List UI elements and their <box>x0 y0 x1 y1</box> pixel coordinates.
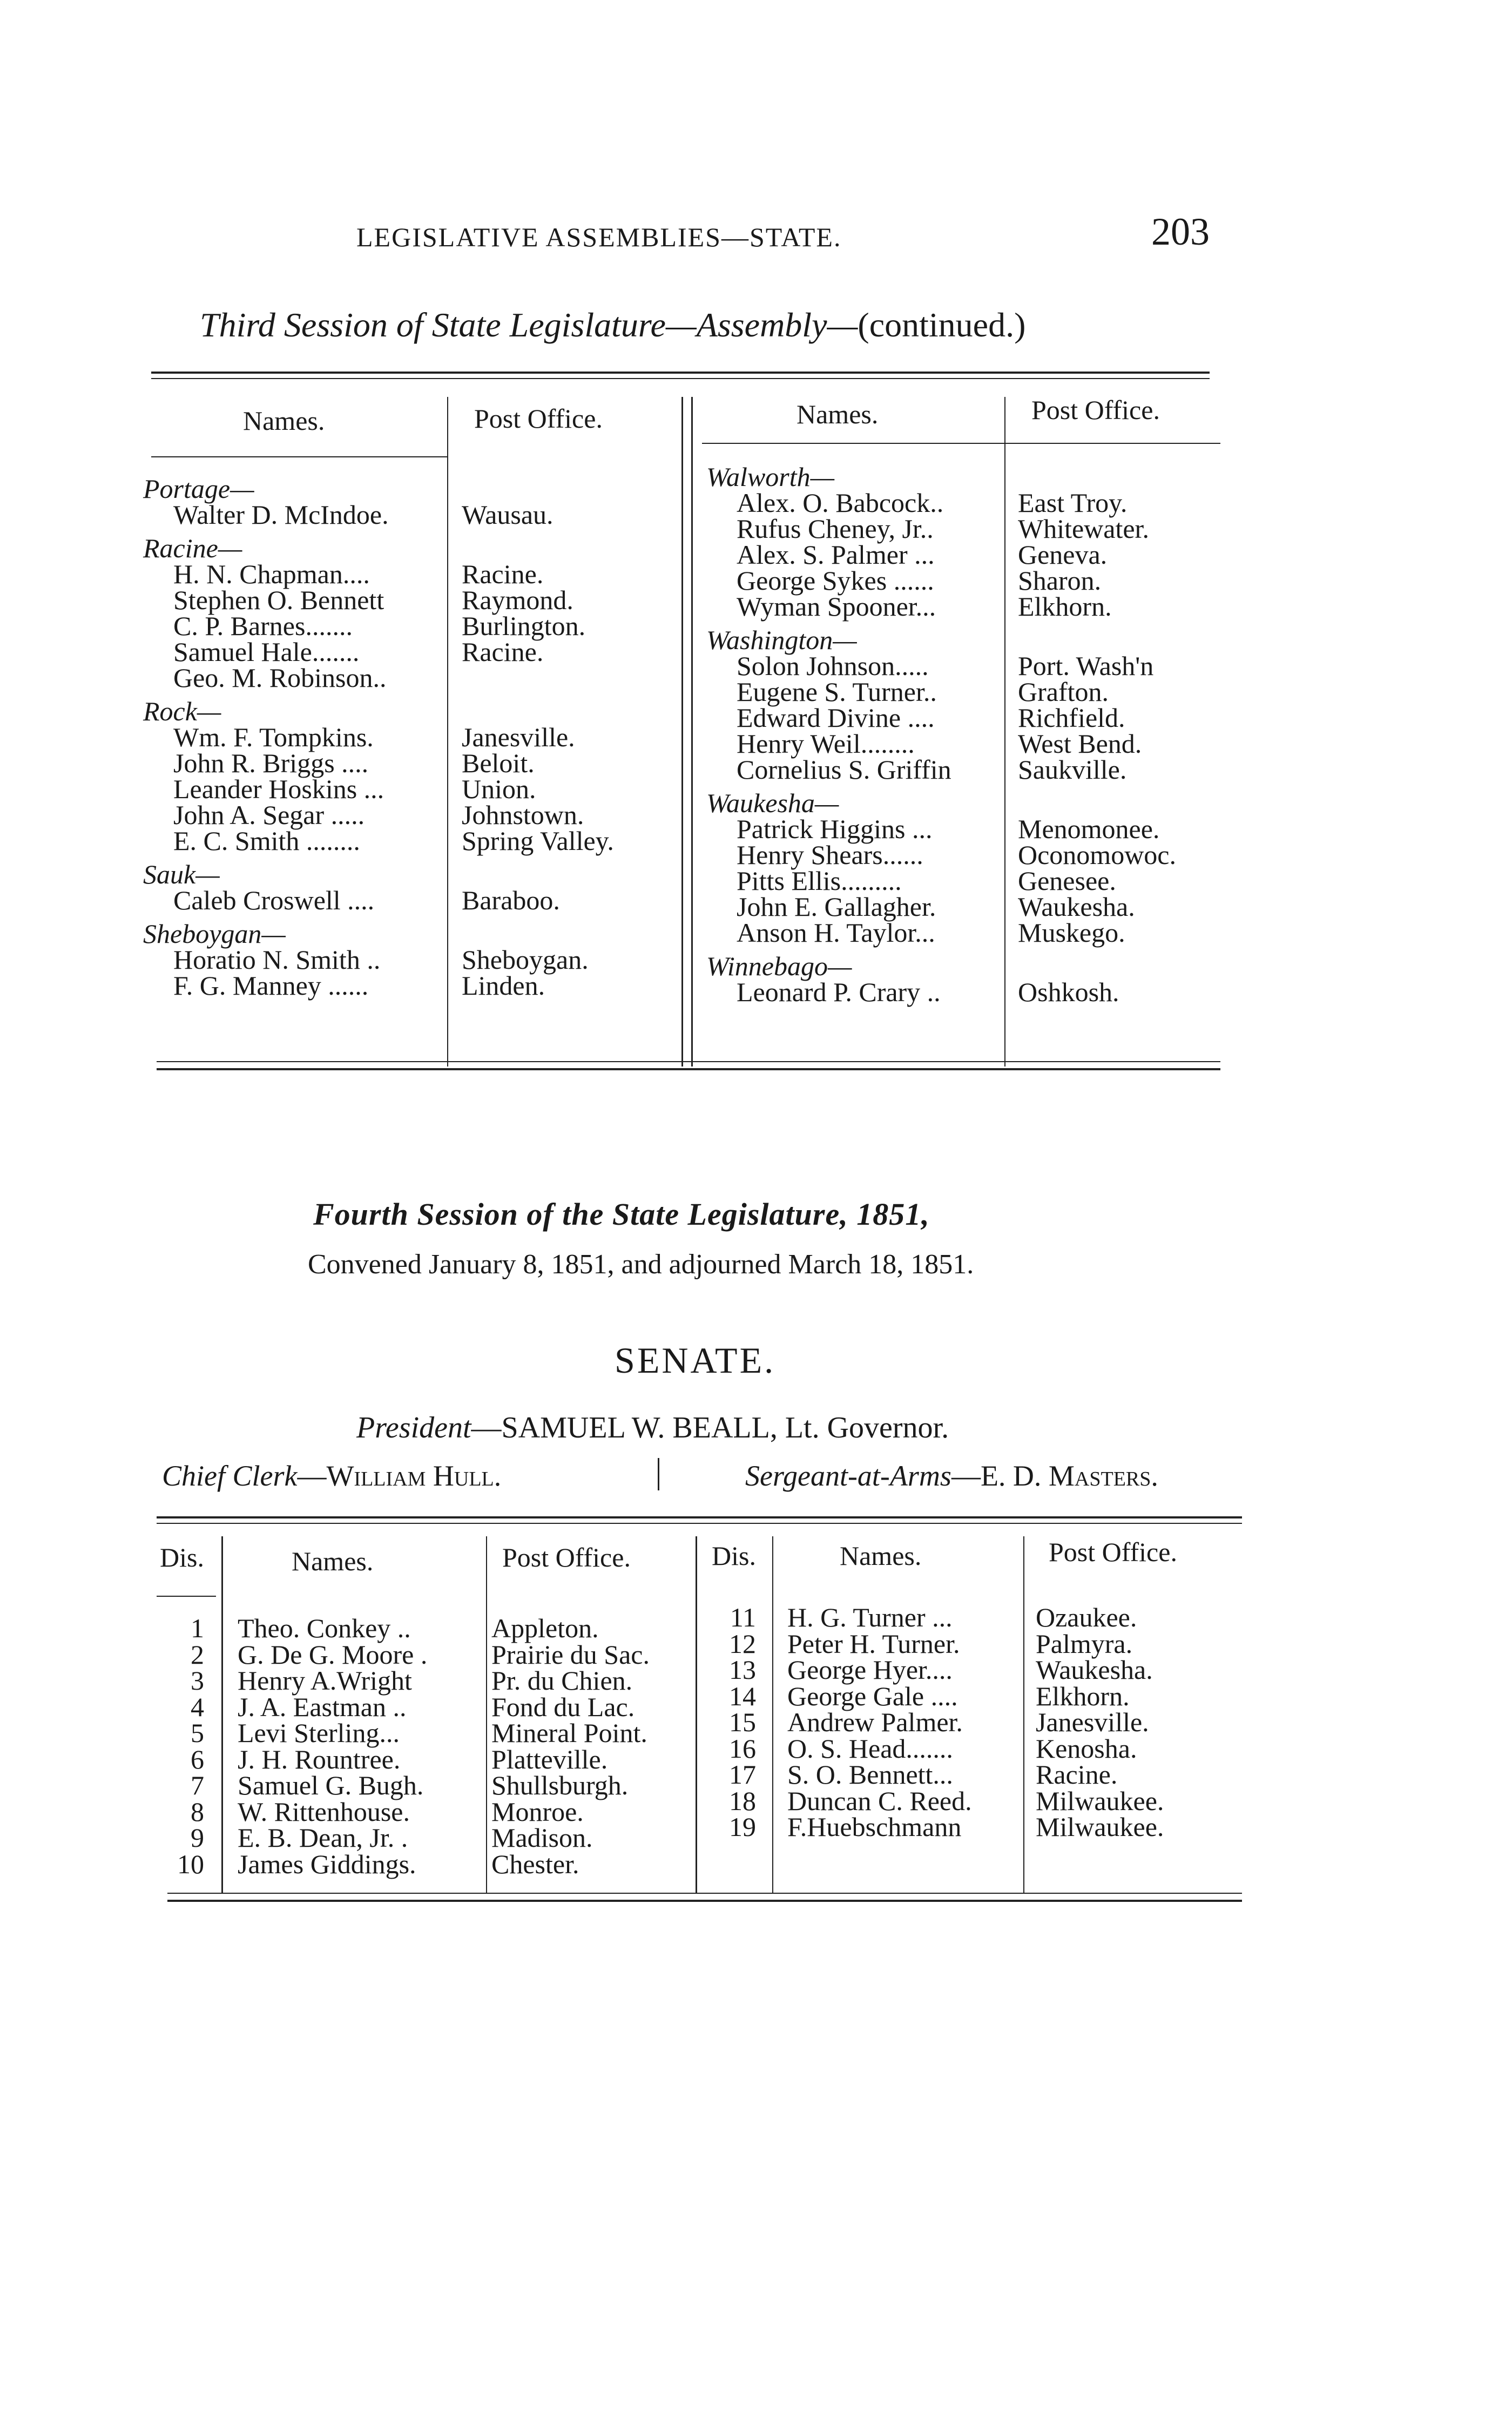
senate-divider-1 <box>221 1536 223 1893</box>
district-number: 12 <box>729 1628 756 1659</box>
member-name: C. P. Barnes....... <box>173 611 353 641</box>
senate-col-names-left: Names. <box>292 1546 374 1576</box>
district-number: 10 <box>177 1848 204 1879</box>
district-number: 17 <box>729 1759 756 1790</box>
senator-post-office: Ozaukee. <box>1036 1602 1137 1632</box>
senate-header-rule-dis <box>157 1596 216 1597</box>
senator-name: George Gale .... <box>787 1680 958 1711</box>
col-header-po-left: Post Office. <box>474 403 603 434</box>
county-heading: Walworth— <box>706 462 835 492</box>
member-post-office: Union. <box>462 774 536 804</box>
member-name: John A. Segar ..... <box>173 800 365 830</box>
senator-name: Theo. Conkey .. <box>238 1613 411 1643</box>
member-name: John E. Gallagher. <box>737 892 936 922</box>
senator-post-office: Janesville. <box>1036 1707 1149 1737</box>
senate-col-dis-right: Dis. <box>712 1541 756 1571</box>
district-number: 16 <box>729 1733 756 1764</box>
member-name: E. C. Smith ........ <box>173 826 360 856</box>
member-name: Walter D. McIndoe. <box>173 500 389 530</box>
sergeant-value: —E. D. Masters. <box>951 1460 1158 1492</box>
officers-divider <box>658 1458 659 1490</box>
senate-divider-4 <box>772 1536 773 1893</box>
district-number: 1 <box>191 1613 204 1643</box>
member-post-office: Sheboygan. <box>462 944 589 975</box>
table-bottom-rule-2 <box>157 1068 1220 1070</box>
member-name: John R. Briggs .... <box>173 748 369 778</box>
member-post-office: Spring Valley. <box>462 826 614 856</box>
member-post-office: Burlington. <box>462 611 586 641</box>
senator-name: W. Rittenhouse. <box>238 1796 410 1827</box>
member-name: Anson H. Taylor... <box>737 917 935 948</box>
senator-post-office: Pr. du Chien. <box>491 1665 633 1696</box>
member-post-office: West Bend. <box>1018 728 1142 759</box>
member-post-office: Muskego. <box>1018 917 1125 948</box>
senator-name: Peter H. Turner. <box>787 1628 960 1659</box>
col-header-po-right: Post Office. <box>1031 395 1160 425</box>
senator-name: S. O. Bennett... <box>787 1759 953 1790</box>
member-post-office: East Troy. <box>1018 488 1128 518</box>
senator-post-office: Shullsburgh. <box>491 1770 629 1800</box>
member-post-office: Racine. <box>462 559 544 589</box>
president-label: President <box>356 1411 471 1444</box>
col-divider-4 <box>1004 397 1005 1066</box>
col-divider-1 <box>447 397 448 1066</box>
senator-post-office: Palmyra. <box>1036 1628 1133 1659</box>
county-heading: Winnebago— <box>706 951 852 981</box>
assembly-caption-plain: (continued.) <box>858 306 1026 344</box>
senator-post-office: Racine. <box>1036 1759 1118 1790</box>
col-header-names-right: Names. <box>796 399 879 429</box>
assembly-caption-italic: Third Session of State Legislature—Assembly— <box>200 306 858 344</box>
senate-divider-2 <box>486 1536 487 1893</box>
senator-name: J. H. Rountree. <box>238 1744 401 1774</box>
senator-post-office: Madison. <box>491 1823 593 1853</box>
member-post-office: Wausau. <box>462 500 554 530</box>
member-post-office: Baraboo. <box>462 885 560 915</box>
member-post-office: Raymond. <box>462 585 573 615</box>
member-post-office: Racine. <box>462 637 544 667</box>
member-post-office: Oshkosh. <box>1018 977 1119 1007</box>
district-number: 9 <box>191 1823 204 1853</box>
district-number: 11 <box>730 1602 756 1632</box>
member-name: Caleb Croswell .... <box>173 885 375 915</box>
senator-post-office: Appleton. <box>491 1613 599 1643</box>
senate-heading: SENATE. <box>615 1340 776 1381</box>
senate-divider-5 <box>1023 1536 1024 1893</box>
chief-clerk-label: Chief Clerk <box>162 1460 298 1492</box>
senator-name: G. De G. Moore . <box>238 1639 428 1670</box>
member-post-office: Richfield. <box>1018 703 1125 733</box>
president-value: —SAMUEL W. BEALL, Lt. Governor. <box>471 1411 949 1444</box>
district-number: 18 <box>729 1785 756 1816</box>
member-name: Wm. F. Tompkins. <box>173 722 374 752</box>
senator-name: E. B. Dean, Jr. . <box>238 1823 408 1853</box>
county-heading: Sauk— <box>143 859 220 889</box>
member-post-office: Beloit. <box>462 748 535 778</box>
senator-name: F.Huebschmann <box>787 1812 962 1842</box>
senate-top-rule <box>157 1516 1242 1518</box>
running-head: LEGISLATIVE ASSEMBLIES—STATE. <box>356 222 842 252</box>
member-post-office: Menomonee. <box>1018 814 1160 844</box>
member-name: Alex. O. Babcock.. <box>737 488 944 518</box>
senate-bottom-rule <box>167 1893 1242 1894</box>
president-line <box>356 1410 949 1445</box>
senator-post-office: Milwaukee. <box>1036 1812 1164 1842</box>
senate-divider-3 <box>696 1536 697 1893</box>
member-name: Alex. S. Palmer ... <box>737 539 935 570</box>
senator-name: Duncan C. Reed. <box>787 1785 972 1816</box>
header-rule-right <box>702 443 1220 444</box>
senator-post-office: Fond du Lac. <box>491 1691 635 1722</box>
senator-name: James Giddings. <box>238 1848 416 1879</box>
district-number: 14 <box>729 1680 756 1711</box>
member-name: H. N. Chapman.... <box>173 559 370 589</box>
county-heading: Washington— <box>706 625 857 655</box>
district-number: 19 <box>729 1812 756 1842</box>
senator-name: Andrew Palmer. <box>787 1707 963 1737</box>
senator-name: Henry A.Wright <box>238 1665 412 1696</box>
member-post-office: Oconomowoc. <box>1018 840 1176 870</box>
header-rule-left <box>151 456 448 457</box>
district-number: 6 <box>191 1744 204 1774</box>
member-name: Leonard P. Crary .. <box>737 977 941 1007</box>
member-name: Pitts Ellis......... <box>737 866 902 896</box>
member-post-office: Janesville. <box>462 722 575 752</box>
col-header-names-left: Names. <box>243 406 325 436</box>
member-post-office: Geneva. <box>1018 539 1108 570</box>
session-title: Fourth Session of the State Legislature, 1851, <box>313 1197 930 1232</box>
member-post-office: Linden. <box>462 970 545 1001</box>
county-heading: Portage— <box>143 474 254 504</box>
member-post-office: Whitewater. <box>1018 514 1149 544</box>
member-post-office: Saukville. <box>1018 754 1127 785</box>
table-top-rule <box>151 372 1210 374</box>
page-number: 203 <box>1151 210 1210 253</box>
senator-name: George Hyer.... <box>787 1655 953 1685</box>
table-top-rule-2 <box>151 378 1210 379</box>
table-bottom-rule <box>157 1061 1220 1062</box>
senator-post-office: Platteville. <box>491 1744 608 1774</box>
chief-clerk-value: —William Hull. <box>297 1460 502 1492</box>
senator-post-office: Waukesha. <box>1036 1655 1153 1685</box>
district-number: 13 <box>729 1655 756 1685</box>
county-heading: Sheboygan— <box>143 919 286 949</box>
assembly-caption <box>200 305 1025 345</box>
county-heading: Waukesha— <box>706 788 839 818</box>
member-name: Rufus Cheney, Jr.. <box>737 514 934 544</box>
member-post-office: Elkhorn. <box>1018 591 1112 622</box>
member-name: George Sykes ...... <box>737 565 934 596</box>
senate-top-rule-2 <box>157 1523 1242 1524</box>
district-number: 15 <box>729 1707 756 1737</box>
senate-col-dis-left: Dis. <box>160 1542 204 1572</box>
senate-col-names-right: Names. <box>840 1541 922 1571</box>
member-post-office: Port. Wash'n <box>1018 651 1154 681</box>
member-name: Leander Hoskins ... <box>173 774 384 804</box>
senator-name: J. A. Eastman .. <box>238 1691 407 1722</box>
member-name: Solon Johnson..... <box>737 651 929 681</box>
senator-post-office: Milwaukee. <box>1036 1785 1164 1816</box>
member-name: Henry Shears...... <box>737 840 923 870</box>
member-name: Edward Divine .... <box>737 703 935 733</box>
county-heading: Rock— <box>143 696 221 726</box>
member-name: Henry Weil........ <box>737 728 915 759</box>
member-name: Samuel Hale....... <box>173 637 360 667</box>
member-post-office: Johnstown. <box>462 800 584 830</box>
senate-bottom-rule-2 <box>167 1900 1242 1902</box>
member-name: F. G. Manney ...... <box>173 970 369 1001</box>
member-name: Cornelius S. Griffin <box>737 754 951 785</box>
senator-post-office: Elkhorn. <box>1036 1680 1130 1711</box>
senator-post-office: Chester. <box>491 1848 579 1879</box>
senator-name: Samuel G. Bugh. <box>238 1770 424 1800</box>
district-number: 4 <box>191 1691 204 1722</box>
county-heading: Racine— <box>143 533 242 563</box>
sergeant-at-arms-line <box>745 1459 1158 1493</box>
member-name: Geo. M. Robinson.. <box>173 663 387 693</box>
senate-col-po-right: Post Office. <box>1049 1537 1177 1567</box>
member-post-office: Waukesha. <box>1018 892 1135 922</box>
convened-line: Convened January 8, 1851, and adjourned March 18, 1851. <box>308 1249 974 1280</box>
senator-post-office: Kenosha. <box>1036 1733 1137 1764</box>
member-name: Patrick Higgins ... <box>737 814 933 844</box>
member-post-office: Genesee. <box>1018 866 1116 896</box>
member-name: Horatio N. Smith .. <box>173 944 381 975</box>
senator-name: H. G. Turner ... <box>787 1602 953 1632</box>
senate-col-po-left: Post Office. <box>502 1542 631 1572</box>
district-number: 2 <box>191 1639 204 1670</box>
sergeant-label: Sergeant-at-Arms <box>745 1460 951 1492</box>
member-post-office: Sharon. <box>1018 565 1102 596</box>
chief-clerk-line <box>162 1459 501 1493</box>
member-post-office: Grafton. <box>1018 677 1109 707</box>
col-divider-2 <box>681 397 683 1066</box>
member-name: Wyman Spooner... <box>737 591 936 622</box>
senator-name: O. S. Head....... <box>787 1733 953 1764</box>
col-divider-3 <box>691 397 693 1066</box>
district-number: 3 <box>191 1665 204 1696</box>
district-number: 5 <box>191 1718 204 1748</box>
senator-post-office: Prairie du Sac. <box>491 1639 650 1670</box>
senator-post-office: Mineral Point. <box>491 1718 647 1748</box>
district-number: 8 <box>191 1796 204 1827</box>
district-number: 7 <box>191 1770 204 1800</box>
member-name: Stephen O. Bennett <box>173 585 384 615</box>
member-name: Eugene S. Turner.. <box>737 677 937 707</box>
senator-post-office: Monroe. <box>491 1796 584 1827</box>
senator-name: Levi Sterling... <box>238 1718 400 1748</box>
